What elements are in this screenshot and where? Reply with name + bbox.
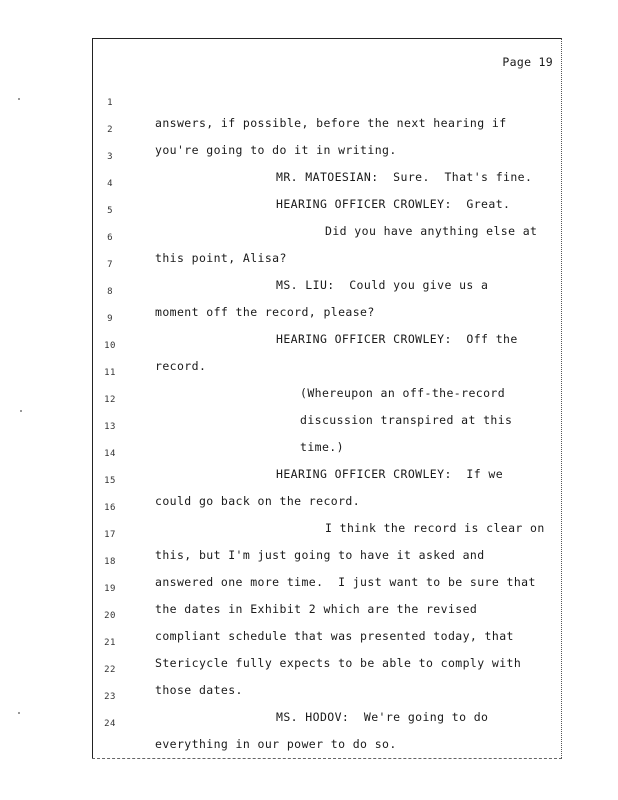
line-number: 10 — [104, 341, 116, 351]
speaker-line: HEARING OFFICER CROWLEY: If we — [276, 467, 504, 481]
line-text: record. — [155, 359, 207, 373]
parenthetical-line: discussion transpired at this — [300, 413, 513, 427]
line-text: the dates in Exhibit 2 which are the revised — [155, 602, 478, 616]
line-number: 19 — [104, 584, 116, 594]
line-text: those dates. — [155, 683, 243, 697]
line-number: 18 — [104, 557, 116, 567]
page-bottom-rule — [92, 758, 562, 759]
speaker-line: MS. LIU: Could you give us a — [276, 278, 489, 292]
scan-speck — [18, 712, 20, 714]
line-number: 22 — [104, 665, 116, 675]
line-text: moment off the record, please? — [155, 305, 375, 319]
line-number: 12 — [104, 395, 116, 405]
line-number: 14 — [104, 449, 116, 459]
line-text: compliant schedule that was presented today, that — [155, 629, 514, 643]
page-number: Page 19 — [502, 55, 553, 69]
parenthetical-line: time.) — [300, 440, 344, 454]
line-number: 17 — [104, 530, 116, 540]
line-text: Stericycle fully expects to be able to comply with — [155, 656, 522, 670]
line-text: you're going to do it in writing. — [155, 143, 397, 157]
speaker-line: HEARING OFFICER CROWLEY: Great. — [276, 197, 511, 211]
line-number: 6 — [107, 233, 113, 243]
line-number: 21 — [104, 638, 116, 648]
speaker-line: MR. MATOESIAN: Sure. That's fine. — [276, 170, 533, 184]
line-number: 24 — [104, 719, 116, 729]
line-number: 9 — [107, 314, 113, 324]
line-number: 11 — [104, 368, 116, 378]
transcript-page — [92, 38, 562, 758]
line-number: 2 — [107, 125, 113, 135]
scan-speck — [18, 98, 20, 100]
line-text: answers, if possible, before the next hearing if — [155, 116, 507, 130]
scan-speck — [20, 410, 22, 412]
transcript-line — [93, 73, 563, 130]
line-number: 23 — [104, 692, 116, 702]
parenthetical-line: (Whereupon an off-the-record — [300, 386, 506, 400]
line-number: 1 — [107, 98, 113, 108]
line-number: 5 — [107, 206, 113, 216]
line-text: Did you have anything else at — [325, 224, 538, 238]
line-text: this point, Alisa? — [155, 251, 287, 265]
line-number: 3 — [107, 152, 113, 162]
line-number: 20 — [104, 611, 116, 621]
line-text: I think the record is clear on — [325, 521, 545, 535]
line-number: 7 — [107, 260, 113, 270]
line-number: 13 — [104, 422, 116, 432]
line-number: 4 — [107, 179, 113, 189]
line-number: 15 — [104, 476, 116, 486]
line-text: could go back on the record. — [155, 494, 361, 508]
line-text: everything in our power to do so. — [155, 737, 397, 751]
line-text: answered one more time. I just want to be sure that — [155, 575, 536, 589]
speaker-line: HEARING OFFICER CROWLEY: Off the — [276, 332, 518, 346]
line-number: 16 — [104, 503, 116, 513]
line-text: this, but I'm just going to have it asked and — [155, 548, 485, 562]
line-number: 8 — [107, 287, 113, 297]
speaker-line: MS. HODOV: We're going to do — [276, 710, 489, 724]
